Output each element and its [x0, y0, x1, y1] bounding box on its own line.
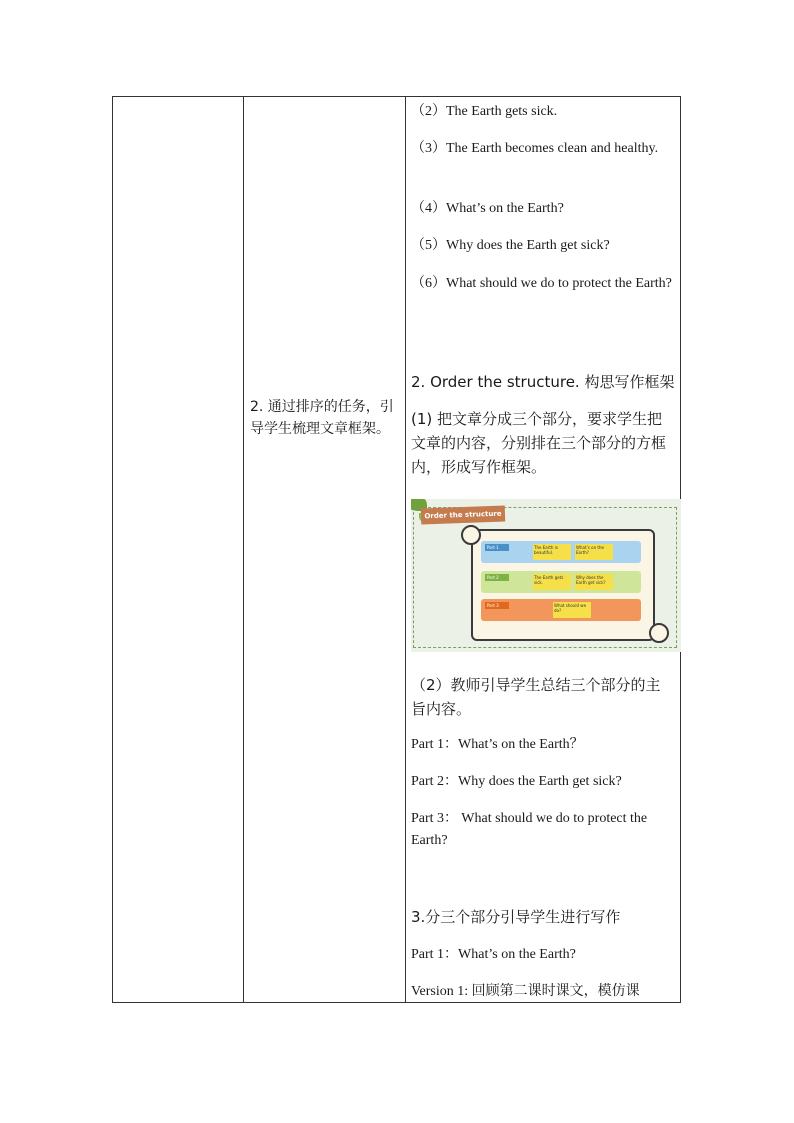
slide-part-row	[481, 541, 641, 563]
part-tag: Part 2	[485, 574, 509, 581]
question-line: （5）Why does the Earth get sick?	[411, 238, 610, 253]
part-note: The Earth is beautiful.	[533, 544, 571, 560]
step-label: 2. 通过排序的任务，引导学生梳理文章框架。	[250, 399, 394, 437]
order-structure-slide	[411, 499, 681, 652]
part-summary: Part 3： What should we do to protect the Earth?	[411, 811, 648, 848]
activity-cell	[244, 97, 405, 1002]
part-note: Why does the Earth get sick?	[575, 574, 613, 590]
slide-part-row	[481, 599, 641, 621]
part-tag: Part 3	[485, 602, 509, 609]
slide-banner: Order the structure	[421, 506, 506, 525]
part-tag: Part 1	[485, 544, 509, 551]
section-heading: 2. Order the structure. 构思写作框架	[411, 373, 675, 391]
question-line: （4）What’s on the Earth?	[411, 201, 564, 216]
lesson-table	[112, 96, 681, 1003]
part-note: The Earth gets sick.	[533, 574, 571, 590]
question-line: （6）What should we do to protect the Earth?	[411, 276, 672, 291]
scroll-curl-icon	[649, 623, 669, 643]
slide-part-row	[481, 571, 641, 593]
section-instruction: (1) 把文章分成三个部分，要求学生把文章的内容，分别排在三个部分的方框内，形成写作框架。	[411, 410, 667, 476]
question-line: （3）The Earth becomes clean and healthy.	[411, 141, 659, 156]
version-line: Version 1: 回顾第二课时课文，模仿课	[411, 984, 640, 999]
scroll-curl-icon	[461, 525, 481, 545]
part-summary: Part 2：Why does the Earth get sick?	[411, 774, 622, 789]
section-heading: 3.分三个部分引导学生进行写作	[411, 908, 621, 926]
question-line: （2）The Earth gets sick.	[411, 104, 558, 119]
part-note: What should we do?	[553, 602, 591, 618]
part-note: What’s on the Earth?	[575, 544, 613, 560]
content-cell	[406, 97, 680, 1002]
part-heading: Part 1：What’s on the Earth?	[411, 947, 576, 962]
part-summary: Part 1：What’s on the Earth？	[411, 737, 584, 752]
section-instruction: （2）教师引导学生总结三个部分的主旨内容。	[411, 676, 661, 718]
